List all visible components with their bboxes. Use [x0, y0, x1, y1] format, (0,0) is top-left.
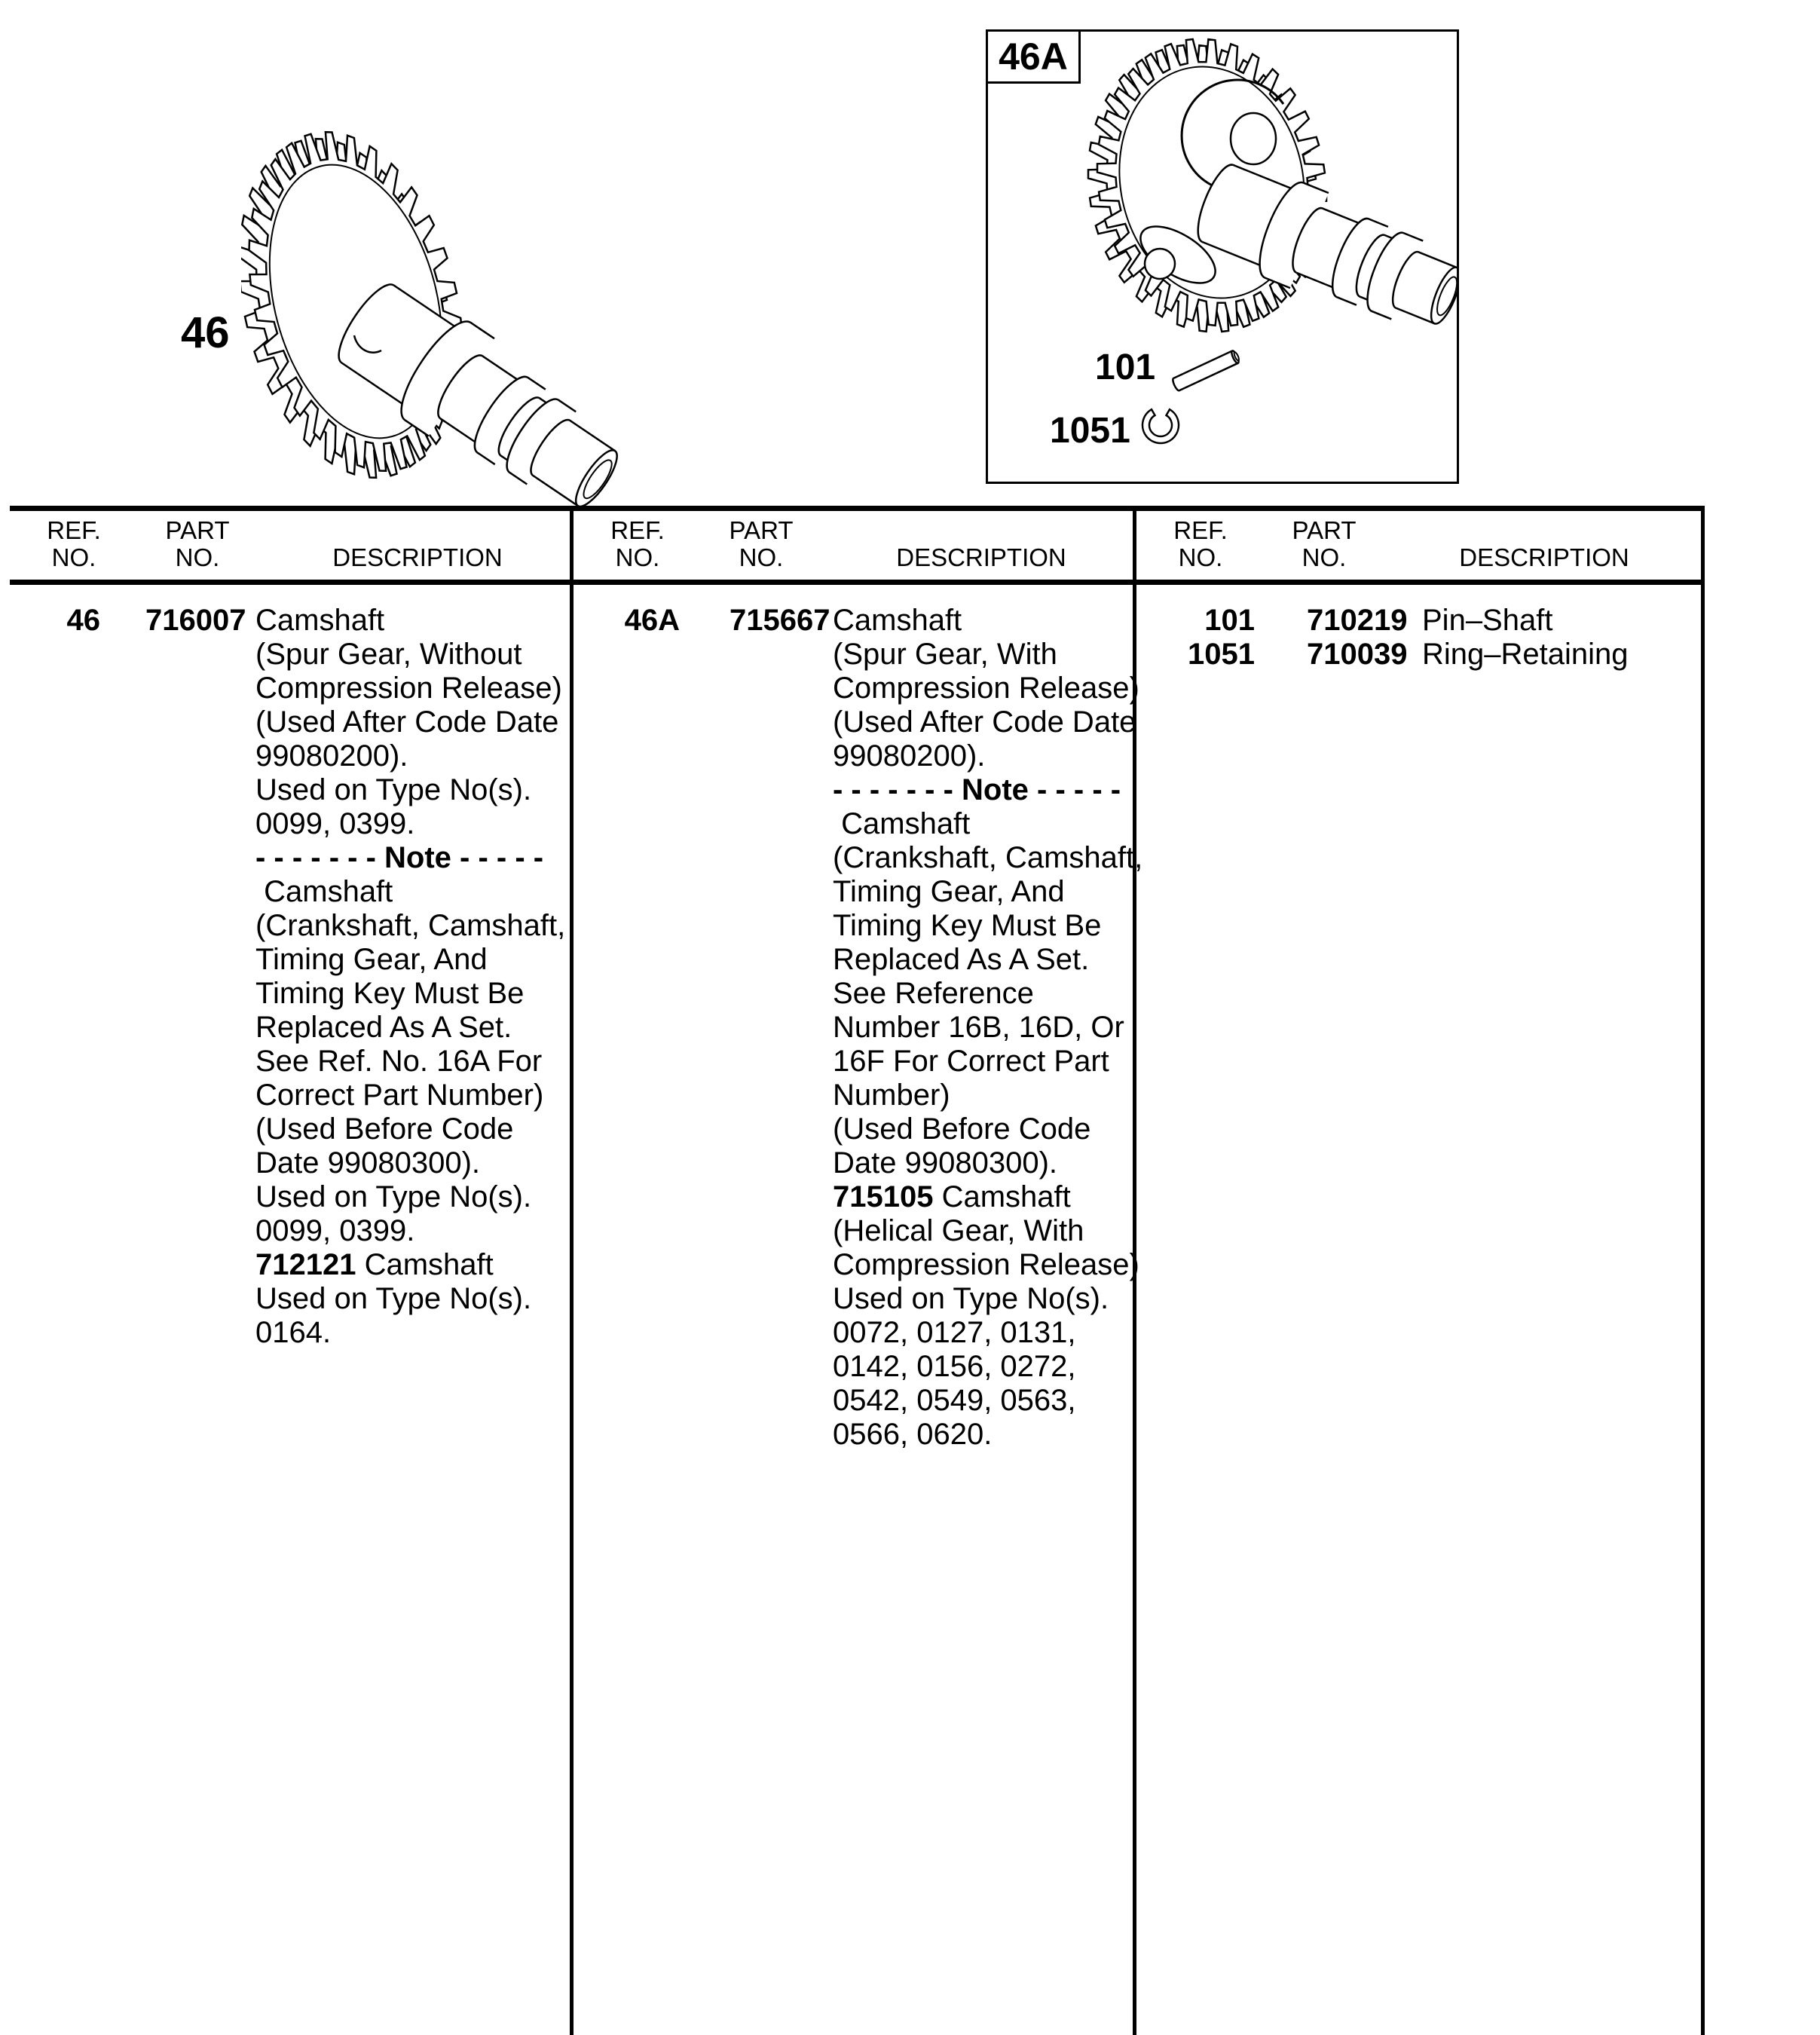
table-row	[574, 807, 1123, 841]
ref-no	[10, 638, 100, 672]
part-no	[730, 1350, 833, 1384]
description-line: Timing Gear, And	[833, 875, 1065, 908]
table-row	[10, 1112, 560, 1146]
table-row	[1137, 604, 1692, 638]
part-no	[145, 1316, 255, 1350]
ref-no	[10, 807, 100, 841]
table-row	[574, 1384, 1123, 1418]
description-line: (Crankshaft, Camshaft,	[833, 841, 1143, 874]
part-no	[730, 1045, 833, 1079]
header-part: PART	[729, 516, 794, 544]
ref-no	[574, 1045, 680, 1079]
part-no: 716007	[145, 604, 246, 637]
table-header-group	[1136, 516, 1701, 580]
table-row	[574, 1316, 1123, 1350]
description-line: Pin–Shaft	[1422, 604, 1553, 637]
description-line: 0099, 0399.	[255, 807, 415, 840]
ref-no	[10, 1146, 100, 1180]
part-no	[145, 773, 255, 807]
table-row	[574, 1214, 1123, 1248]
description-line: Used on Type No(s).	[255, 773, 532, 806]
table-row	[574, 1011, 1123, 1045]
description-line: 0142, 0156, 0272,	[833, 1350, 1076, 1383]
part-no	[730, 875, 833, 909]
part-no	[730, 1316, 833, 1350]
table-row	[574, 705, 1136, 739]
figure-46-ref-label: 46	[181, 308, 230, 357]
description-line: (Used After Code Date	[833, 705, 1136, 739]
description-line: Compression Release)	[833, 672, 1139, 705]
part-no	[730, 1011, 833, 1045]
part-no	[145, 1282, 255, 1316]
description-line: Used on Type No(s).	[255, 1180, 532, 1213]
description-line: 0542, 0549, 0563,	[833, 1384, 1076, 1417]
description-line: Used on Type No(s).	[833, 1282, 1109, 1315]
part-no	[730, 705, 833, 739]
table-row	[10, 841, 560, 875]
table-column-divider	[570, 506, 574, 2035]
description-line: Camshaft	[833, 604, 962, 637]
pin-shaft-ref-label: 101	[1095, 347, 1156, 387]
part-no	[730, 1248, 833, 1282]
ref-no	[10, 705, 100, 739]
table-header-rule	[10, 580, 1703, 585]
ref-no: 1051	[1188, 638, 1255, 671]
part-no	[145, 672, 255, 705]
ref-no: 46A	[624, 604, 680, 637]
table-row	[10, 807, 560, 841]
table-row	[10, 1316, 560, 1350]
retaining-ring-ref-label: 1051	[1050, 411, 1130, 451]
part-no	[730, 1146, 833, 1180]
part-no	[730, 1418, 833, 1452]
part-no	[730, 1112, 833, 1146]
table-row	[10, 1045, 560, 1079]
description-line: 16F For Correct Part	[833, 1045, 1109, 1078]
table-row	[10, 1282, 560, 1316]
table-row	[574, 1418, 1123, 1452]
table-row	[574, 1248, 1139, 1282]
header-ref: REF.	[610, 516, 665, 544]
table-row	[574, 1045, 1123, 1079]
part-no: 710219	[1307, 604, 1408, 637]
part-no	[730, 977, 833, 1011]
description-line: Number)	[833, 1079, 950, 1112]
description-line: (Crankshaft, Camshaft,	[255, 909, 566, 942]
table-row	[10, 875, 560, 909]
table-row	[574, 1112, 1123, 1146]
part-no: 715667	[730, 604, 830, 637]
figure-46a-box	[986, 29, 1459, 484]
description-line: (Used Before Code	[833, 1112, 1091, 1146]
ref-no	[574, 841, 680, 875]
description-line: 99080200).	[833, 739, 986, 773]
ref-no	[10, 1214, 100, 1248]
description-line: Date 99080300).	[255, 1146, 481, 1180]
table-top-rule	[10, 506, 1703, 511]
camshaft-46-illustration	[241, 109, 769, 516]
table-row	[10, 1079, 560, 1112]
part-no	[730, 943, 833, 977]
description-line: - - - - - - - Note - - - - -	[833, 773, 1121, 806]
ref-no	[10, 773, 100, 807]
part-no	[145, 1112, 255, 1146]
header-ref: REF.	[1173, 516, 1228, 544]
table-row	[10, 773, 560, 807]
part-no	[730, 638, 833, 672]
part-no	[730, 739, 833, 773]
part-no	[145, 807, 255, 841]
header-description: DESCRIPTION	[1459, 543, 1629, 571]
description-line: Camshaft	[833, 807, 971, 840]
part-no	[730, 672, 833, 705]
table-row	[10, 638, 560, 672]
table-row	[574, 604, 1123, 638]
part-no	[730, 1180, 833, 1214]
description-line: Date 99080300).	[833, 1146, 1058, 1180]
description-line: 0566, 0620.	[833, 1418, 993, 1451]
table-column-2	[574, 604, 1143, 1452]
table-row	[574, 943, 1123, 977]
description-line: Number 16B, 16D, Or	[833, 1011, 1124, 1044]
description-line: See Reference	[833, 977, 1034, 1010]
table-column-1	[10, 604, 566, 1350]
ref-no	[10, 672, 100, 705]
ref-no	[10, 1248, 100, 1282]
part-no	[145, 1248, 255, 1282]
header-description: DESCRIPTION	[332, 543, 503, 571]
description-line: (Used Before Code	[255, 1112, 514, 1146]
table-row	[574, 977, 1123, 1011]
ref-no	[10, 1011, 100, 1045]
ref-no	[10, 1112, 100, 1146]
description-line: Ring–Retaining	[1422, 638, 1629, 671]
description-line: Compression Release)	[833, 1248, 1139, 1281]
table-row	[574, 1350, 1123, 1384]
description-line: 712121 Camshaft	[255, 1248, 494, 1281]
ref-no	[574, 875, 680, 909]
table-right-border	[1701, 506, 1705, 2035]
description-line: (Spur Gear, With	[833, 638, 1057, 671]
part-no	[145, 875, 255, 909]
ref-no	[10, 1180, 100, 1214]
description-line: 0072, 0127, 0131,	[833, 1316, 1076, 1349]
ref-no	[574, 943, 680, 977]
description-line: Correct Part Number)	[255, 1079, 544, 1112]
part-no	[730, 909, 833, 943]
description-line: (Helical Gear, With	[833, 1214, 1084, 1247]
ref-no	[574, 705, 680, 739]
table-row	[574, 909, 1123, 943]
table-header-group	[574, 516, 1133, 580]
part-no	[730, 1214, 833, 1248]
ref-no	[574, 1282, 680, 1316]
table-row	[574, 672, 1139, 705]
description-line: 99080200).	[255, 739, 408, 773]
ref-no	[10, 1282, 100, 1316]
description-line: Replaced As A Set.	[833, 943, 1090, 976]
part-no: 710039	[1307, 638, 1408, 671]
header-no: NO.	[615, 543, 660, 571]
ref-no	[574, 1079, 680, 1112]
ref-no	[574, 807, 680, 841]
part-no	[145, 1079, 255, 1112]
table-row	[10, 1214, 560, 1248]
ref-no	[574, 1384, 680, 1418]
header-no: NO.	[51, 543, 96, 571]
ref-no	[574, 1214, 680, 1248]
part-no	[730, 841, 833, 875]
part-no	[145, 1045, 255, 1079]
part-no	[145, 841, 255, 875]
description-line: Compression Release)	[255, 672, 562, 705]
ref-no	[10, 943, 100, 977]
part-no	[730, 1079, 833, 1112]
ref-no	[574, 1180, 680, 1214]
ref-no	[10, 1045, 100, 1079]
table-row	[10, 1011, 560, 1045]
description-line: Used on Type No(s).	[255, 1282, 532, 1315]
table-column-3	[1137, 604, 1692, 672]
part-no	[730, 773, 833, 807]
table-row	[10, 705, 560, 739]
header-no: NO.	[1178, 543, 1223, 571]
part-no	[145, 909, 255, 943]
ref-no	[574, 1350, 680, 1384]
description-line: - - - - - - - Note - - - - -	[255, 841, 544, 874]
table-row	[574, 841, 1143, 875]
description-line: Timing Key Must Be	[255, 977, 525, 1010]
figure-46a-ref-label: 46A	[986, 29, 1081, 84]
table-row	[10, 672, 560, 705]
part-no	[145, 705, 255, 739]
part-no	[145, 739, 255, 773]
part-no	[145, 977, 255, 1011]
ref-no	[10, 977, 100, 1011]
header-part: PART	[165, 516, 230, 544]
part-no	[145, 638, 255, 672]
ref-no	[574, 638, 680, 672]
header-part: PART	[1292, 516, 1357, 544]
table-row	[574, 638, 1123, 672]
table-row	[10, 1248, 560, 1282]
header-no: NO.	[739, 543, 784, 571]
description-line: Timing Gear, And	[255, 943, 488, 976]
table-row	[10, 739, 560, 773]
ref-no	[574, 739, 680, 773]
description-line: 715105 Camshaft	[833, 1180, 1071, 1213]
description-line: (Spur Gear, Without	[255, 638, 522, 671]
part-no	[145, 943, 255, 977]
ref-no	[574, 1112, 680, 1146]
ref-no	[574, 909, 680, 943]
ref-no	[574, 672, 680, 705]
ref-no	[10, 909, 100, 943]
description-line: 0099, 0399.	[255, 1214, 415, 1247]
table-row	[10, 943, 560, 977]
table-row	[574, 1180, 1123, 1214]
table-row	[10, 909, 566, 943]
ref-no	[574, 1248, 680, 1282]
ref-no	[574, 773, 680, 807]
ref-no	[574, 1418, 680, 1452]
ref-no	[574, 977, 680, 1011]
table-row	[574, 1146, 1123, 1180]
description-line: 0164.	[255, 1316, 332, 1349]
table-header-group	[10, 516, 570, 580]
ref-no	[10, 841, 100, 875]
table-row	[10, 1180, 560, 1214]
description-line: Replaced As A Set.	[255, 1011, 512, 1044]
ref-no	[10, 875, 100, 909]
description-line: See Ref. No. 16A For	[255, 1045, 543, 1078]
part-no	[730, 807, 833, 841]
table-row	[10, 977, 560, 1011]
ref-no	[10, 1316, 100, 1350]
table-row	[10, 1146, 560, 1180]
part-no	[145, 1011, 255, 1045]
table-row	[1137, 638, 1692, 672]
part-no	[145, 1180, 255, 1214]
table-row	[574, 773, 1123, 807]
header-no: NO.	[175, 543, 220, 571]
description-line: (Used After Code Date	[255, 705, 559, 739]
ref-no	[574, 1316, 680, 1350]
description-line: Timing Key Must Be	[833, 909, 1102, 942]
table-row	[574, 1282, 1123, 1316]
part-no	[145, 1146, 255, 1180]
ref-no: 46	[66, 604, 100, 637]
table-row	[10, 604, 560, 638]
part-no	[730, 1282, 833, 1316]
header-no: NO.	[1302, 543, 1347, 571]
description-line: Camshaft	[255, 875, 393, 908]
table-row	[574, 739, 1123, 773]
ref-no	[574, 1146, 680, 1180]
table-row	[574, 875, 1123, 909]
table-row	[574, 1079, 1123, 1112]
ref-no: 101	[1204, 604, 1255, 637]
ref-no	[10, 739, 100, 773]
header-ref: REF.	[47, 516, 101, 544]
header-description: DESCRIPTION	[896, 543, 1066, 571]
description-line: Camshaft	[255, 604, 385, 637]
ref-no	[574, 1011, 680, 1045]
part-no	[145, 1214, 255, 1248]
ref-no	[10, 1079, 100, 1112]
part-no	[730, 1384, 833, 1418]
